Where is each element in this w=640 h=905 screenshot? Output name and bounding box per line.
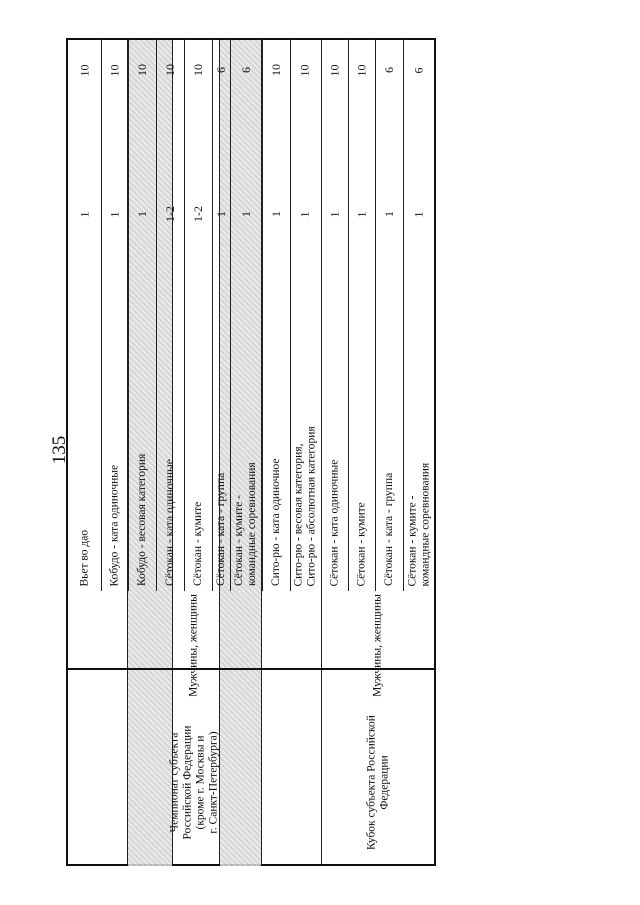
competition-name-cell bbox=[68, 700, 319, 864]
discipline-cell-line: Кобудо - ката одиночные bbox=[108, 464, 120, 586]
discipline-cell-line: Сётокан - ката - группа bbox=[214, 472, 227, 586]
quantity-cell: 6 bbox=[411, 67, 425, 73]
discipline-cell-line: Сётокан - ката одиночные bbox=[328, 459, 340, 586]
row-divider bbox=[262, 39, 263, 591]
place-cell: 1 bbox=[213, 211, 228, 217]
place-cell: 1 bbox=[297, 211, 311, 217]
page-number: 135 bbox=[49, 435, 70, 465]
discipline-cell-line: Сётокан - ката одиночные bbox=[163, 459, 176, 586]
place-cell: 1 bbox=[268, 211, 283, 217]
quantity-cell: 10 bbox=[327, 64, 341, 76]
place-cell: 1 bbox=[411, 211, 425, 217]
discipline-cell bbox=[156, 318, 184, 590]
competition-name-cell-line: Российской Федерации bbox=[180, 725, 193, 839]
discipline-cell bbox=[375, 318, 403, 590]
quantity-cell: 10 bbox=[162, 64, 177, 76]
quantity-cell: 6 bbox=[213, 67, 228, 73]
quantity-cell: 10 bbox=[354, 64, 368, 76]
row-divider bbox=[128, 39, 129, 591]
discipline-cell-line: Сётокан - кумите - bbox=[233, 495, 245, 586]
participants-cell-line: Мужчины, женщины bbox=[371, 593, 383, 697]
discipline-cell bbox=[321, 318, 348, 590]
discipline-cell-line: командные соревнования bbox=[246, 462, 258, 586]
row-divider bbox=[230, 39, 231, 591]
discipline-cell bbox=[184, 318, 212, 590]
discipline-cell bbox=[101, 318, 128, 590]
quantity-cell: 10 bbox=[268, 64, 283, 76]
row-divider bbox=[348, 39, 349, 591]
place-cell: 1 bbox=[381, 211, 396, 217]
row-divider bbox=[101, 39, 102, 591]
quantity-cell: 10 bbox=[190, 64, 205, 76]
competition-name-cell-line: Федерации bbox=[377, 754, 390, 810]
competition-name-cell-line: г. Санкт-Петербурга) bbox=[206, 730, 219, 834]
discipline-cell-line: Сито-рю - весовая категория, bbox=[291, 443, 304, 586]
row-divider bbox=[156, 39, 157, 591]
place-cell: 1 bbox=[134, 211, 149, 217]
quantity-cell: 6 bbox=[381, 67, 396, 73]
discipline-cell bbox=[128, 318, 156, 590]
place-cell: 1 bbox=[77, 211, 91, 217]
place-cell: 1-2 bbox=[190, 206, 205, 222]
row-divider bbox=[184, 39, 185, 591]
quantity-cell: 10 bbox=[107, 64, 121, 76]
discipline-cell-line: Сито-рю - абсолютная категория bbox=[304, 425, 317, 586]
competition-name-cell bbox=[321, 700, 434, 864]
place-cell: 1 bbox=[327, 211, 341, 217]
discipline-cell bbox=[230, 318, 262, 590]
participants-cell bbox=[321, 590, 434, 700]
quantity-cell: 10 bbox=[297, 64, 311, 76]
quantity-cell: 6 bbox=[238, 67, 253, 73]
discipline-cell-line: Сётокан - кумите bbox=[191, 501, 204, 586]
quantity-cell: 10 bbox=[77, 64, 91, 76]
quantity-cell: 10 bbox=[134, 64, 149, 76]
competition-name-cell-line: Чемпионат субъекта bbox=[167, 732, 180, 832]
discipline-cell-line: Кобудо - весовая категория bbox=[135, 453, 148, 586]
participants-cell bbox=[68, 590, 319, 700]
discipline-cell bbox=[262, 318, 290, 590]
discipline-cell bbox=[290, 318, 319, 590]
discipline-cell bbox=[348, 318, 375, 590]
place-cell: 1 bbox=[238, 211, 253, 217]
place-cell: 1 bbox=[107, 211, 121, 217]
discipline-cell-line: Вьет во дао bbox=[78, 529, 90, 586]
discipline-cell-line: Сётокан - кумите - bbox=[405, 495, 418, 586]
discipline-cell-line: Сётокан - ката - группа bbox=[382, 472, 395, 586]
discipline-cell-line: Сётокан - кумите bbox=[355, 501, 367, 586]
competition-name-cell-line: Кубок субъекта Российской bbox=[364, 714, 377, 850]
row-divider bbox=[290, 39, 291, 591]
competition-name-cell-line: (кроме г. Москвы и bbox=[193, 735, 206, 829]
discipline-cell bbox=[68, 318, 101, 590]
discipline-cell-line: Сито-рю - ката одиночное bbox=[269, 458, 282, 586]
discipline-cell bbox=[212, 318, 230, 590]
row-divider bbox=[403, 39, 404, 591]
place-cell: 1-2 bbox=[162, 206, 177, 222]
row-divider bbox=[212, 39, 213, 591]
discipline-cell-line: командные соревнования bbox=[418, 462, 431, 586]
discipline-cell bbox=[403, 318, 434, 590]
row-divider bbox=[375, 39, 376, 591]
place-cell: 1 bbox=[354, 211, 368, 217]
participants-cell-line: Мужчины, женщины bbox=[187, 593, 199, 697]
